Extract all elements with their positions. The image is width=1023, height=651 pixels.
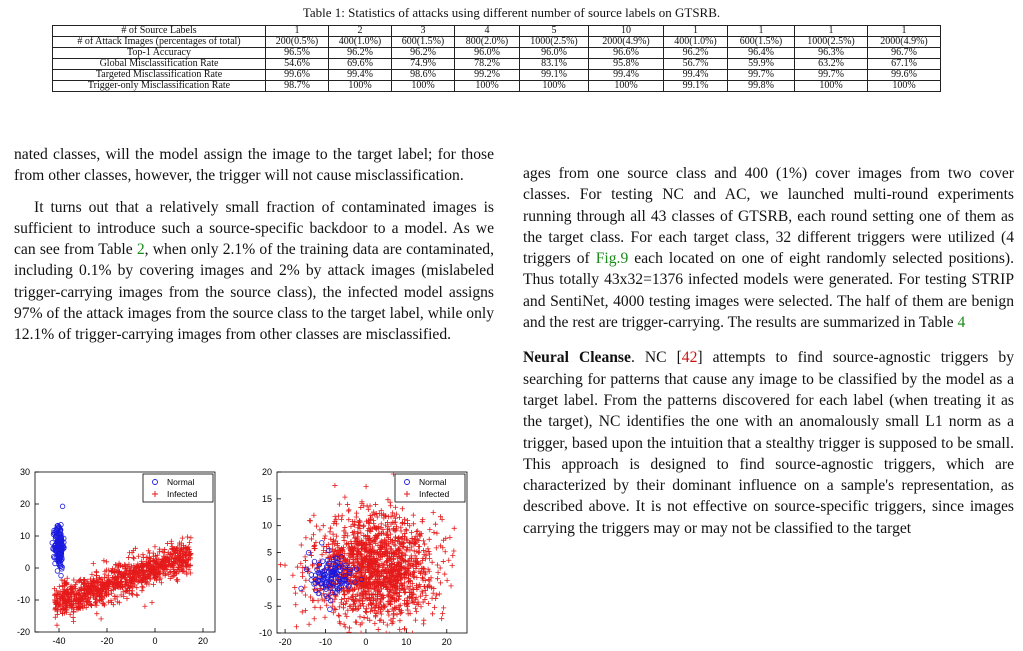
infected-point (57, 584, 62, 589)
infected-point (347, 625, 352, 630)
y-tick-label: 10 (19, 531, 30, 541)
infected-point (364, 610, 369, 615)
infected-point (140, 585, 145, 590)
infected-point (335, 643, 340, 648)
x-tick-label: 10 (401, 637, 412, 647)
infected-point (346, 507, 351, 512)
table-cell: 1 (795, 26, 868, 37)
infected-point (131, 556, 136, 561)
infected-point (317, 527, 322, 532)
table-cell: 96.3% (795, 48, 868, 59)
infected-point (332, 483, 337, 488)
table-cell: 2000(4.9%) (589, 37, 664, 48)
table-cell: 96.0% (455, 48, 520, 59)
table-cell: 54.6% (266, 59, 329, 70)
y-tick-label: 20 (261, 467, 272, 477)
infected-point (427, 537, 432, 542)
infected-point (398, 528, 403, 533)
infected-point (379, 521, 384, 526)
infected-point (399, 631, 404, 636)
infected-point (184, 572, 189, 577)
infected-point (314, 524, 319, 529)
y-tick-label: -5 (263, 601, 272, 612)
table-cell: 100% (868, 81, 941, 92)
infected-point (371, 633, 376, 638)
table-cell: 99.2% (455, 70, 520, 81)
infected-point (68, 612, 73, 617)
infected-point (396, 535, 401, 540)
infected-point (303, 558, 308, 563)
infected-point (188, 535, 193, 540)
table-cell: 3 (392, 26, 455, 37)
table-cell: 83.1% (520, 59, 589, 70)
table-caption: Table 1: Statistics of attacks using different number of source labels on GTSRB. (302, 5, 721, 20)
table-cell: 98.6% (392, 70, 455, 81)
infected-point (339, 597, 344, 602)
infected-point (124, 588, 129, 593)
infected-point (342, 592, 347, 597)
infected-point (104, 559, 109, 564)
infected-point (91, 561, 96, 566)
table-cell: 100% (329, 81, 392, 92)
infected-point (400, 506, 405, 511)
left-text-column (14, 144, 494, 346)
infected-point (106, 599, 111, 604)
infected-point (418, 604, 423, 609)
infected-point (306, 622, 311, 627)
infected-point (450, 553, 455, 558)
row-header-cell: Targeted Misclassification Rate (53, 70, 266, 81)
table-cell: 99.1% (664, 81, 728, 92)
table-cell: 59.9% (728, 59, 795, 70)
infected-point (311, 646, 316, 651)
infected-point (59, 577, 64, 582)
infected-point (358, 530, 363, 535)
infected-point (434, 531, 439, 536)
infected-point (439, 616, 444, 621)
infected-point (139, 588, 144, 593)
infected-point (101, 558, 106, 563)
infected-point (376, 627, 381, 632)
infected-point (94, 611, 99, 616)
infected-point (441, 559, 446, 564)
infected-point (486, 553, 491, 558)
normal-point (55, 569, 60, 574)
infected-point (146, 548, 151, 553)
infected-point (300, 609, 305, 614)
infected-point (388, 503, 393, 508)
infected-point (435, 576, 440, 581)
infected-point (400, 521, 405, 526)
infected-point (303, 554, 308, 559)
table-row (53, 37, 941, 48)
x-tick-label: -20 (278, 637, 292, 647)
x-tick-label: 20 (197, 636, 209, 646)
normal-point (59, 573, 64, 578)
x-tick-label: -20 (100, 636, 114, 646)
table-cell: 400(1.0%) (329, 37, 392, 48)
infected-point (446, 558, 451, 563)
y-tick-label: 15 (261, 493, 272, 504)
infected-point (327, 529, 332, 534)
infected-point (342, 525, 347, 530)
table-cell: 99.7% (728, 70, 795, 81)
infected-point (432, 605, 437, 610)
infected-point (278, 562, 283, 567)
infected-point (429, 596, 434, 601)
table-row (53, 59, 941, 70)
normal-point (299, 586, 304, 591)
infected-point (295, 564, 300, 569)
table-cell: 69.6% (329, 59, 392, 70)
infected-point (290, 573, 295, 578)
infected-point (149, 600, 154, 605)
infected-point (321, 523, 326, 528)
row-header-cell: Global Misclassification Rate (53, 59, 266, 70)
infected-point (412, 548, 417, 553)
table-cell: 96.0% (520, 48, 589, 59)
table-cell: 96.2% (329, 48, 392, 59)
table-cell: 100% (795, 81, 868, 92)
infected-point (323, 533, 328, 538)
table-row (53, 26, 941, 37)
infected-point (447, 535, 452, 540)
y-tick-label: -20 (16, 627, 30, 637)
infected-point (361, 615, 366, 620)
infected-point (152, 544, 157, 549)
infected-point (448, 583, 453, 588)
infected-point (294, 624, 299, 629)
table-cell: 1 (664, 26, 728, 37)
normal-point (328, 607, 333, 612)
infected-point (416, 544, 421, 549)
infected-point (423, 593, 428, 598)
infected-point (311, 598, 316, 603)
y-tick-label: 0 (266, 574, 272, 585)
row-header-cell: # of Source Labels (53, 26, 266, 37)
infected-point (421, 618, 426, 623)
infected-point (409, 530, 414, 535)
infected-point (414, 609, 419, 614)
infected-point (293, 591, 298, 596)
right-text-column (523, 163, 1014, 539)
infected-point (312, 605, 317, 610)
infected-point (187, 540, 192, 545)
table-cell: 1 (728, 26, 795, 37)
row-header-cell: # of Attack Images (percentages of total) (53, 37, 266, 48)
infected-point (185, 534, 190, 539)
infected-point (443, 549, 448, 554)
infected-point (337, 501, 342, 506)
infected-point (426, 549, 431, 554)
infected-point (121, 594, 126, 599)
table-cell: 98.7% (266, 81, 329, 92)
infected-point (311, 513, 316, 518)
table-row (53, 70, 941, 81)
infected-point (312, 616, 317, 621)
infected-point (427, 556, 432, 561)
infected-point (293, 602, 298, 607)
infected-point (368, 609, 373, 614)
table-cell: 1000(2.5%) (520, 37, 589, 48)
figure-reference-link[interactable]: Fig.9 (595, 250, 629, 268)
infected-point (393, 505, 398, 510)
table-cell: 99.1% (520, 70, 589, 81)
infected-point (142, 604, 147, 609)
infected-point (435, 562, 440, 567)
infected-point (147, 550, 152, 555)
table-cell: 600(1.5%) (728, 37, 795, 48)
infected-point (54, 623, 59, 628)
infected-point (430, 611, 435, 616)
infected-point (422, 541, 427, 546)
infected-point (342, 494, 347, 499)
infected-point (131, 555, 136, 560)
infected-point (341, 622, 346, 627)
infected-point (363, 484, 368, 489)
section-heading: Neural Cleanse (523, 349, 631, 367)
infected-point (318, 605, 323, 610)
table-cell: 600(1.5%) (392, 37, 455, 48)
table-row (53, 81, 941, 92)
table-cell: 99.7% (795, 70, 868, 81)
table-cell: 96.2% (664, 48, 728, 59)
statistics-table (52, 25, 941, 92)
table-cell: 4 (455, 26, 520, 37)
infected-point (357, 614, 362, 619)
infected-point (126, 555, 131, 560)
scatter-plot-left (0, 462, 255, 651)
table-row (53, 48, 941, 59)
table-cell: 99.4% (329, 70, 392, 81)
table-cell: 100% (589, 81, 664, 92)
infected-point (135, 593, 140, 598)
infected-point (394, 612, 399, 617)
x-tick-label: 0 (152, 636, 158, 646)
table-cell: 100% (520, 81, 589, 92)
y-tick-label: 0 (24, 563, 30, 573)
infected-point (378, 617, 383, 622)
infected-point (337, 613, 342, 618)
infected-point (442, 571, 447, 576)
legend-normal-label: Normal (419, 477, 447, 487)
infected-point (437, 591, 442, 596)
infected-point (413, 617, 418, 622)
table-cell: 99.4% (589, 70, 664, 81)
infected-point (397, 618, 402, 623)
paragraph: ages from one source class and 400 (1%) cover images from two cover classes. For testing NC and AC, we launched multi-round experiments running through all 43 classes of GTSRB, each round setting one of them as the target class. For each target class, 32 different triggers were utilized (4 triggers of Fig.9 each located on one of eight randomly selected positions). Thus totally 43x32=1376 infected models were generated. For testing STRIP and SentiNet, 4000 testing images were selected. The half of them are benign and the rest are trigger-carrying. The results are summarized in Table 4 (523, 165, 1015, 332)
infected-point (303, 535, 308, 540)
table-cell: 96.7% (868, 48, 941, 59)
x-tick-label: -40 (52, 636, 66, 646)
infected-point (427, 527, 432, 532)
infected-point (343, 624, 348, 629)
paragraph: nated classes, will the model assign the image to the target label; for those from other classes, however, the trigger will not cause misclassification. (14, 146, 494, 185)
infected-point (299, 589, 304, 594)
infected-point (361, 523, 366, 528)
infected-point (433, 522, 438, 527)
infected-point (147, 555, 152, 560)
infected-point (363, 609, 368, 614)
infected-point (355, 592, 360, 597)
table-cell: 99.4% (664, 70, 728, 81)
normal-point (319, 540, 324, 545)
infected-point (426, 601, 431, 606)
table-cell: 99.6% (868, 70, 941, 81)
table-cell: 95.8% (589, 59, 664, 70)
infected-point (336, 613, 341, 618)
table-cell: 1 (266, 26, 329, 37)
y-tick-label: -10 (258, 628, 272, 638)
infected-point (451, 548, 456, 553)
infected-point (303, 592, 308, 597)
infected-point (328, 525, 333, 530)
table-reference-link[interactable]: 2 (136, 241, 145, 259)
x-tick-label: 20 (441, 637, 452, 647)
infected-point (309, 553, 314, 558)
infected-point (342, 592, 347, 597)
infected-point (397, 627, 402, 632)
table-cell: 99.8% (728, 81, 795, 92)
infected-point (299, 542, 304, 547)
infected-point (450, 563, 455, 568)
infected-point (376, 633, 381, 638)
infected-point (402, 590, 407, 595)
infected-point (124, 596, 129, 601)
infected-point (391, 611, 396, 616)
infected-point (386, 612, 391, 617)
infected-point (438, 580, 443, 585)
infected-point (397, 515, 402, 520)
legend-normal-label: Normal (167, 477, 195, 487)
infected-point (353, 619, 358, 624)
infected-point (411, 513, 416, 518)
infected-point (452, 526, 457, 531)
table-reference-link[interactable]: 4 (957, 314, 966, 332)
infected-point (282, 563, 287, 568)
infected-point (322, 615, 327, 620)
x-tick-label: 0 (363, 637, 369, 647)
infected-point (312, 587, 317, 592)
infected-point (430, 560, 435, 565)
infected-point (346, 508, 351, 513)
legend-infected-label: Infected (419, 489, 450, 499)
infected-point (431, 510, 436, 515)
infected-point (387, 632, 392, 637)
scatter-points (50, 504, 194, 628)
infected-point (346, 630, 351, 635)
citation-link[interactable]: 42 (681, 349, 698, 367)
table-cell: 5 (520, 26, 589, 37)
infected-point (151, 582, 156, 587)
y-tick-label: 5 (266, 547, 272, 558)
y-tick-label: 30 (19, 467, 30, 477)
table-cell: 400(1.0%) (664, 37, 728, 48)
normal-point (60, 504, 65, 509)
y-tick-label: 10 (261, 520, 272, 531)
infected-point (354, 514, 359, 519)
x-tick-label: -10 (319, 637, 333, 647)
y-tick-label: 20 (19, 499, 30, 509)
table-cell: 56.7% (664, 59, 728, 70)
table-cell: 800(2.0%) (455, 37, 520, 48)
infected-point (340, 513, 345, 518)
infected-point (403, 527, 408, 532)
table-cell: 100% (455, 81, 520, 92)
table-cell: 96.6% (589, 48, 664, 59)
infected-point (322, 536, 327, 541)
infected-point (444, 578, 449, 583)
infected-point (339, 517, 344, 522)
infected-point (113, 562, 118, 567)
legend-infected-label: Infected (167, 489, 198, 499)
infected-point (345, 502, 350, 507)
table-cell: 200(0.5%) (266, 37, 329, 48)
infected-point (422, 640, 427, 645)
table-cell: 74.9% (392, 59, 455, 70)
infected-point (440, 611, 445, 616)
table-cell: 96.5% (266, 48, 329, 59)
infected-point (303, 608, 308, 613)
infected-point (385, 609, 390, 614)
row-header-cell: Trigger-only Misclassification Rate (53, 81, 266, 92)
infected-point (441, 605, 446, 610)
infected-point (99, 616, 104, 621)
infected-point (368, 642, 373, 647)
table-cell: 99.6% (266, 70, 329, 81)
table-cell: 1 (868, 26, 941, 37)
infected-point (365, 503, 370, 508)
infected-point (292, 585, 297, 590)
table-cell: 100% (392, 81, 455, 92)
table-cell: 63.2% (795, 59, 868, 70)
infected-point (303, 578, 308, 583)
infected-point (372, 621, 377, 626)
table-cell: 2000(4.9%) (868, 37, 941, 48)
table-cell: 10 (589, 26, 664, 37)
infected-point (360, 599, 365, 604)
row-header-cell: Top-1 Accuracy (53, 48, 266, 59)
infected-point (89, 572, 94, 577)
infected-point (180, 536, 185, 541)
infected-point (431, 530, 436, 535)
infected-point (333, 514, 338, 519)
infected-point (414, 529, 419, 534)
paragraph: Neural Cleanse. NC [42] attempts to find source-agnostic triggers by searching for patterns that cause any image to be classified by the model as a target label. From the patterns discovered for each label (when treating it as the target), NC identifies the one with an anomalously small L1 norm as a trigger, based upon the intuition that a stealthy trigger is supposed to be small. This approach is designed to find source-agnostic triggers, which are characterized by their dominant influence on a sample's representation, as described above. It is not effective on source-specific triggers, since images carrying the triggers may or may not be classified to the target (523, 349, 1014, 537)
infected-point (307, 518, 312, 523)
table-cell: 96.2% (392, 48, 455, 59)
table-cell: 78.2% (455, 59, 520, 70)
y-tick-label: -10 (16, 595, 30, 605)
scatter-plot-right (252, 462, 502, 651)
infected-point (421, 538, 426, 543)
normal-point (312, 559, 317, 564)
infected-point (385, 622, 390, 627)
paragraph: It turns out that a relatively small fraction of contaminated images is sufficient to introduce such a source-specific backdoor to a model. As we can see from Table 2, when only 2.1% of the training data are contaminated, including 0.1% by covering images and 2% by attack images (mislabeled trigger-carrying images from the source class), the infected model assigns 97% of the attack images from the source class to the target label, while only 12.1% of trigger-carrying images from other classes are misclassified. (14, 198, 494, 344)
table-cell: 1000(2.5%) (795, 37, 868, 48)
table-cell: 2 (329, 26, 392, 37)
infected-point (71, 619, 76, 624)
infected-point (129, 591, 134, 596)
table-cell: 96.4% (728, 48, 795, 59)
infected-point (373, 502, 378, 507)
infected-point (386, 514, 391, 519)
table-cell: 67.1% (868, 59, 941, 70)
